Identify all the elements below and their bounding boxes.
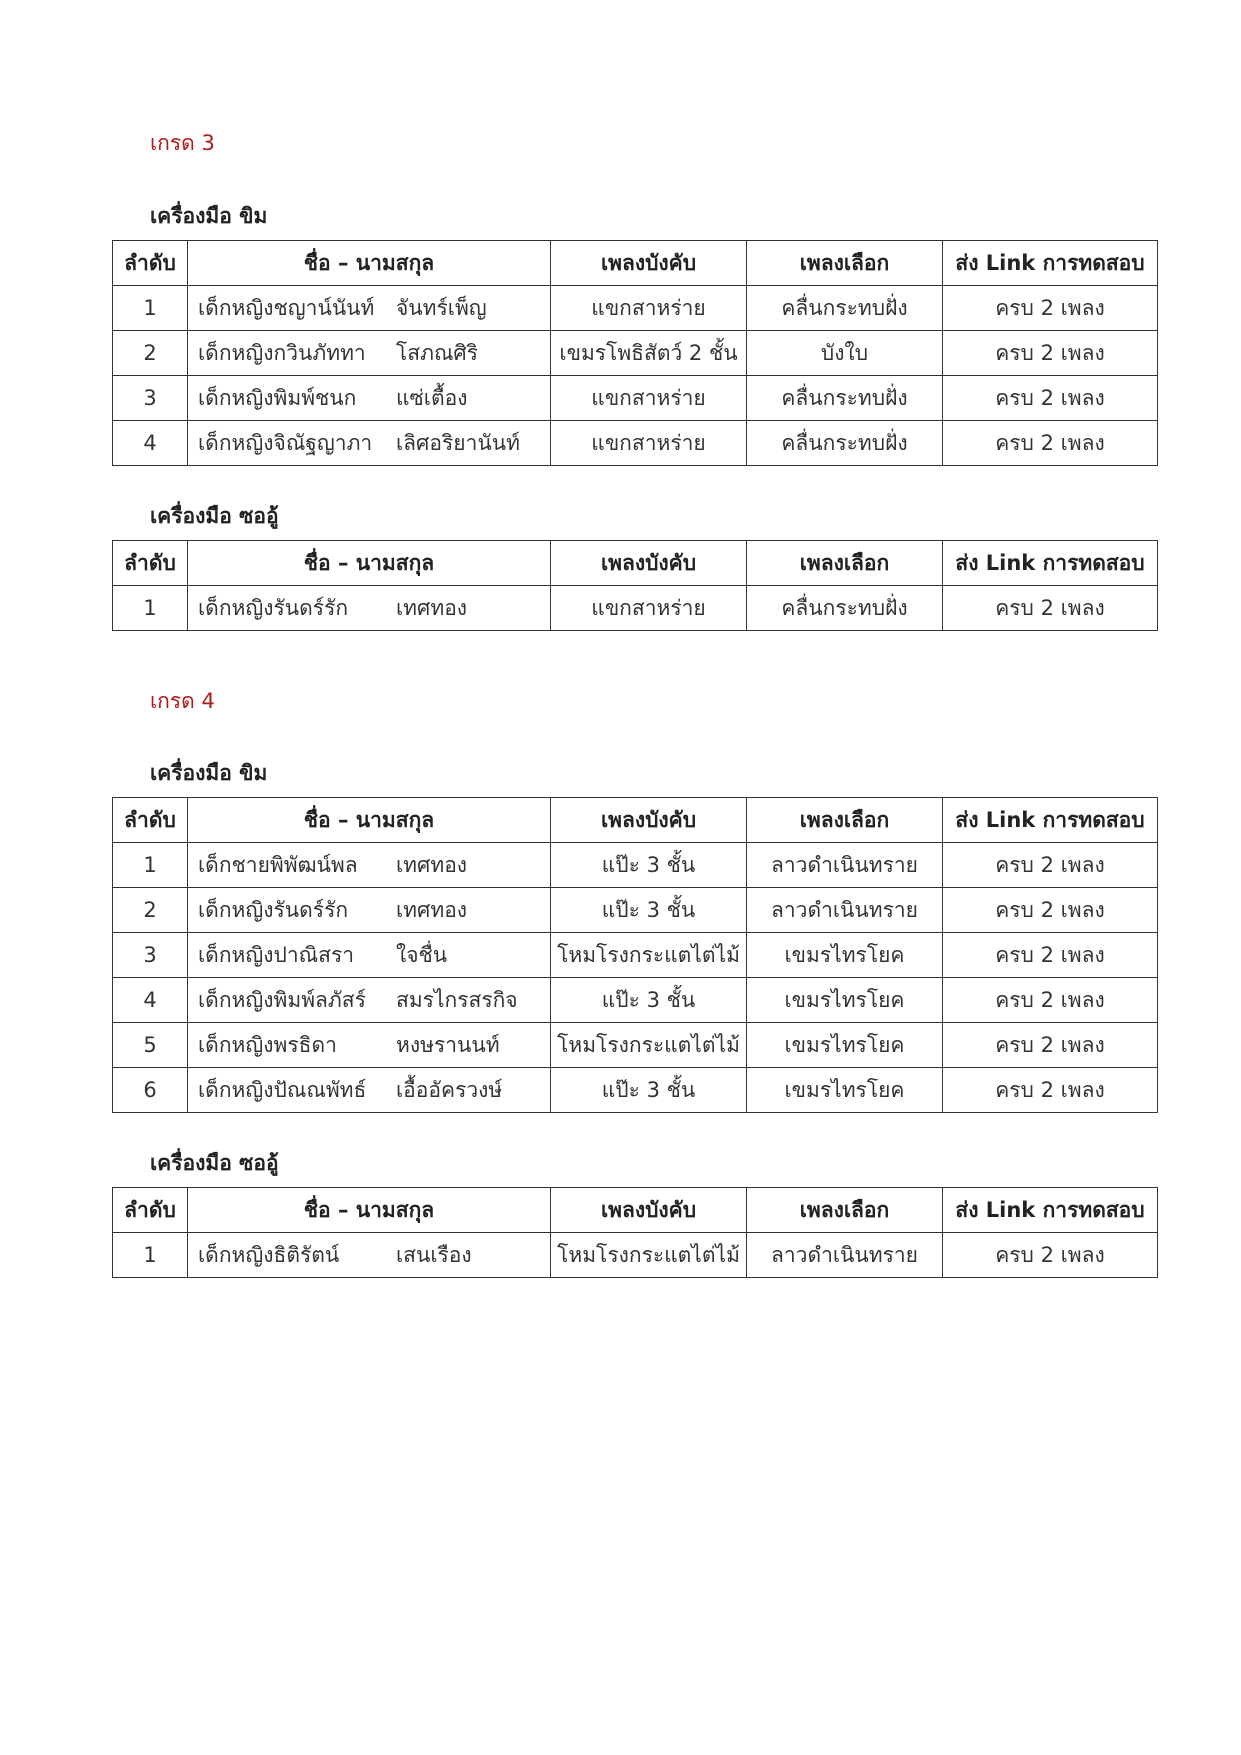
header-optional-song: เพลงเลือก: [747, 798, 943, 843]
optional-song: ลาวดำเนินทราย: [747, 1233, 943, 1278]
header-index: ลำดับ: [113, 1188, 188, 1233]
optional-song: เขมรไทรโยค: [747, 1023, 943, 1068]
header-submit-link: ส่ง Link การทดสอบ: [943, 241, 1158, 286]
header-name: ชื่อ – นามสกุล: [188, 541, 551, 586]
student-last-name: โสภณศิริ: [396, 340, 479, 365]
table-row: [113, 843, 1158, 888]
header-submit-link: ส่ง Link การทดสอบ: [943, 541, 1158, 586]
required-song: แขกสาหร่าย: [551, 421, 747, 466]
student-last-name: สมรไกรสรกิจ: [396, 987, 518, 1012]
student-name: [188, 376, 551, 421]
student-first-name: เด็กหญิงธิติรัตน์: [198, 1242, 340, 1267]
row-index: 2: [113, 888, 188, 933]
student-first-name: เด็กหญิงรันดร์รัก: [198, 595, 349, 620]
row-index: 1: [113, 843, 188, 888]
optional-song: เขมรไทรโยค: [747, 1068, 943, 1113]
optional-song: คลื่นกระทบฝั่ง: [747, 586, 943, 631]
required-song: โหมโรงกระแตไต่ไม้: [551, 1023, 747, 1068]
header-submit-link: ส่ง Link การทดสอบ: [943, 798, 1158, 843]
row-index: 3: [113, 933, 188, 978]
header-name: ชื่อ – นามสกุล: [188, 241, 551, 286]
table-row: [113, 888, 1158, 933]
table-row: [113, 286, 1158, 331]
grade-3-heading: เกรด 3: [150, 131, 215, 155]
submission-status: ครบ 2 เพลง: [943, 286, 1158, 331]
row-index: 1: [113, 286, 188, 331]
table-row: [113, 331, 1158, 376]
grade-4-saw-u-heading: เครื่องมือ ซออู้: [150, 1151, 279, 1175]
grade-4-heading: เกรด 4: [150, 689, 215, 713]
header-optional-song: เพลงเลือก: [747, 541, 943, 586]
optional-song: เขมรไทรโยค: [747, 978, 943, 1023]
student-last-name: จันทร์เพ็ญ: [396, 295, 487, 320]
header-required-song: เพลงบังคับ: [551, 541, 747, 586]
grade-3-khim-table: [112, 240, 1158, 466]
student-first-name: เด็กหญิงปัณณพัทธ์: [198, 1077, 367, 1102]
header-required-song: เพลงบังคับ: [551, 798, 747, 843]
student-last-name: เทศทอง: [396, 852, 468, 877]
student-first-name: เด็กหญิงพิมพ์ลภัสร์: [198, 987, 366, 1012]
required-song: แป๊ะ 3 ชั้น: [551, 888, 747, 933]
student-last-name: เทศทอง: [396, 897, 468, 922]
header-required-song: เพลงบังคับ: [551, 1188, 747, 1233]
student-name: [188, 331, 551, 376]
required-song: เขมรโพธิสัตว์ 2 ชั้น: [551, 331, 747, 376]
row-index: 4: [113, 978, 188, 1023]
header-optional-song: เพลงเลือก: [747, 1188, 943, 1233]
student-name: [188, 586, 551, 631]
header-optional-song: เพลงเลือก: [747, 241, 943, 286]
optional-song: คลื่นกระทบฝั่ง: [747, 421, 943, 466]
table-header-row: [113, 241, 1158, 286]
row-index: 6: [113, 1068, 188, 1113]
header-index: ลำดับ: [113, 798, 188, 843]
table-header-row: [113, 541, 1158, 586]
student-name: [188, 1233, 551, 1278]
header-name: ชื่อ – นามสกุล: [188, 798, 551, 843]
grade-3-khim-heading: เครื่องมือ ขิม: [150, 204, 268, 228]
required-song: แขกสาหร่าย: [551, 286, 747, 331]
submission-status: ครบ 2 เพลง: [943, 1233, 1158, 1278]
submission-status: ครบ 2 เพลง: [943, 1023, 1158, 1068]
student-name: [188, 843, 551, 888]
required-song: โหมโรงกระแตไต่ไม้: [551, 1233, 747, 1278]
header-required-song: เพลงบังคับ: [551, 241, 747, 286]
table-row: [113, 1023, 1158, 1068]
student-last-name: แซ่เตื้อง: [396, 385, 468, 410]
optional-song: คลื่นกระทบฝั่ง: [747, 286, 943, 331]
required-song: แป๊ะ 3 ชั้น: [551, 843, 747, 888]
student-first-name: เด็กหญิงจิณัฐญาภา: [198, 430, 373, 455]
student-first-name: เด็กหญิงพรธิดา: [198, 1032, 337, 1057]
header-submit-link: ส่ง Link การทดสอบ: [943, 1188, 1158, 1233]
row-index: 3: [113, 376, 188, 421]
student-last-name: หงษรานนท์: [396, 1032, 500, 1057]
grade-4-saw-u-table: [112, 1187, 1158, 1278]
submission-status: ครบ 2 เพลง: [943, 843, 1158, 888]
optional-song: ลาวดำเนินทราย: [747, 843, 943, 888]
submission-status: ครบ 2 เพลง: [943, 331, 1158, 376]
student-name: [188, 421, 551, 466]
optional-song: เขมรไทรโยค: [747, 933, 943, 978]
student-last-name: เลิศอริยานันท์: [396, 430, 520, 455]
submission-status: ครบ 2 เพลง: [943, 933, 1158, 978]
row-index: 1: [113, 586, 188, 631]
student-first-name: เด็กหญิงปาณิสรา: [198, 942, 355, 967]
submission-status: ครบ 2 เพลง: [943, 1068, 1158, 1113]
submission-status: ครบ 2 เพลง: [943, 978, 1158, 1023]
row-index: 2: [113, 331, 188, 376]
student-name: [188, 933, 551, 978]
table-row: [113, 1068, 1158, 1113]
student-first-name: เด็กหญิงรันดร์รัก: [198, 897, 349, 922]
grade-4-khim-table: [112, 797, 1158, 1113]
table-row: [113, 586, 1158, 631]
student-name: [188, 1023, 551, 1068]
student-name: [188, 978, 551, 1023]
required-song: แป๊ะ 3 ชั้น: [551, 1068, 747, 1113]
table-header-row: [113, 798, 1158, 843]
required-song: แขกสาหร่าย: [551, 376, 747, 421]
submission-status: ครบ 2 เพลง: [943, 376, 1158, 421]
header-name: ชื่อ – นามสกุล: [188, 1188, 551, 1233]
table-row: [113, 978, 1158, 1023]
header-index: ลำดับ: [113, 241, 188, 286]
table-row: [113, 376, 1158, 421]
student-last-name: ใจชื่น: [396, 942, 448, 967]
submission-status: ครบ 2 เพลง: [943, 888, 1158, 933]
optional-song: ลาวดำเนินทราย: [747, 888, 943, 933]
table-row: [113, 421, 1158, 466]
required-song: แป๊ะ 3 ชั้น: [551, 978, 747, 1023]
row-index: 4: [113, 421, 188, 466]
required-song: โหมโรงกระแตไต่ไม้: [551, 933, 747, 978]
required-song: แขกสาหร่าย: [551, 586, 747, 631]
optional-song: คลื่นกระทบฝั่ง: [747, 376, 943, 421]
student-first-name: เด็กหญิงกวินภัททา: [198, 340, 366, 365]
grade-3-saw-u-heading: เครื่องมือ ซออู้: [150, 504, 279, 528]
student-last-name: เทศทอง: [396, 595, 468, 620]
student-last-name: เสนเรือง: [396, 1242, 472, 1267]
grade-3-saw-u-table: [112, 540, 1158, 631]
submission-status: ครบ 2 เพลง: [943, 421, 1158, 466]
student-first-name: เด็กหญิงชญาน์นันท์: [198, 295, 375, 320]
optional-song: บังใบ: [747, 331, 943, 376]
row-index: 5: [113, 1023, 188, 1068]
student-name: [188, 1068, 551, 1113]
table-header-row: [113, 1188, 1158, 1233]
submission-status: ครบ 2 เพลง: [943, 586, 1158, 631]
row-index: 1: [113, 1233, 188, 1278]
table-row: [113, 933, 1158, 978]
student-name: [188, 286, 551, 331]
grade-4-khim-heading: เครื่องมือ ขิม: [150, 761, 268, 785]
student-name: [188, 888, 551, 933]
header-index: ลำดับ: [113, 541, 188, 586]
table-row: [113, 1233, 1158, 1278]
student-first-name: เด็กชายพิพัฒน์พล: [198, 852, 358, 877]
student-last-name: เอื้ออัครวงษ์: [396, 1077, 503, 1102]
student-first-name: เด็กหญิงพิมพ์ชนก: [198, 385, 357, 410]
